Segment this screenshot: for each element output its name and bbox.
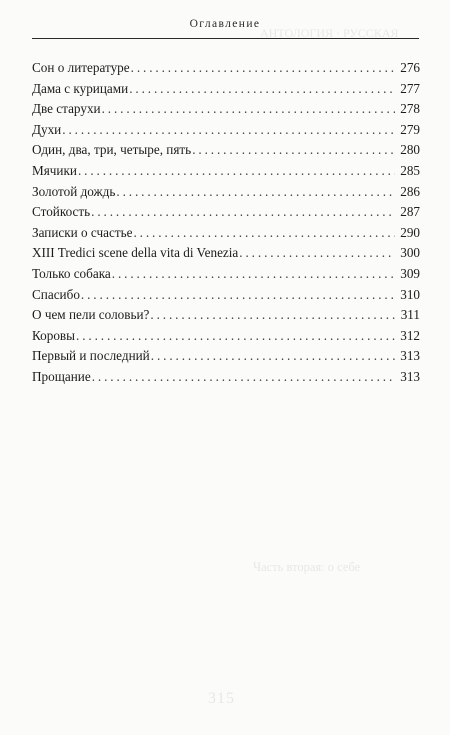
table-of-contents (32, 58, 420, 388)
toc-entry-title: Две старухи (32, 101, 101, 117)
toc-entry-page: 290 (400, 224, 420, 240)
toc-entry (32, 285, 420, 306)
toc-entry-title: Один, два, три, четыре, пять (32, 142, 192, 158)
dot-leader (91, 202, 395, 223)
toc-entry-page: 309 (400, 265, 420, 281)
running-header: Оглавление (189, 18, 261, 30)
dot-leader (239, 243, 395, 264)
toc-entry-page: 310 (400, 286, 420, 302)
dot-leader (151, 346, 395, 367)
toc-entry-page: 286 (400, 183, 420, 199)
toc-entry-title: Первый и последний (32, 348, 150, 364)
toc-entry-page: 277 (400, 80, 420, 96)
toc-entry (32, 99, 420, 120)
toc-entry-title: Записки о счастье (32, 224, 133, 240)
toc-entry (32, 223, 420, 244)
toc-entry (32, 79, 420, 100)
toc-entry-page: 287 (400, 204, 420, 220)
toc-entry-page: 276 (400, 60, 420, 75)
dot-leader (102, 99, 395, 120)
dot-leader (116, 182, 395, 203)
toc-entry-page: 312 (400, 327, 420, 343)
toc-entry-title: Стойкость (32, 204, 91, 220)
bleed-through-text-top: АНТОЛОГИЯ · РУССКАЯ (260, 26, 399, 40)
toc-entry-title: XIII Tredici scene della vita di Venezia (32, 245, 239, 261)
toc-entry-page: 285 (400, 162, 420, 178)
toc-entry-title: Духи (32, 121, 62, 137)
toc-entry-title: Мячики (32, 162, 77, 178)
toc-entry (32, 161, 420, 182)
bleed-through-section-heading: Часть вторая: о себе (253, 560, 361, 574)
toc-entry-title: Спасибо (32, 286, 80, 302)
toc-entry-title: О чем пели соловьи? (32, 307, 150, 323)
dot-leader (129, 79, 395, 100)
toc-entry-title: Золотой дождь (32, 183, 116, 199)
toc-entry (32, 264, 420, 285)
toc-entry-page: 279 (400, 121, 420, 137)
dot-leader (112, 264, 395, 285)
dot-leader (78, 161, 395, 182)
toc-entry-title: Сон о литературе (32, 60, 130, 75)
toc-entry-page: 300 (400, 245, 420, 261)
toc-entry (32, 305, 420, 326)
toc-entry-page: 313 (400, 348, 420, 364)
bleed-through-page-number: 315 (208, 690, 235, 707)
toc-entry-page: 280 (400, 142, 420, 158)
toc-entry-page: 311 (400, 307, 420, 323)
toc-entry (32, 140, 420, 161)
dot-leader (92, 367, 395, 388)
toc-entry (32, 58, 420, 79)
toc-entry (32, 182, 420, 203)
dot-leader (150, 305, 395, 326)
toc-entry-title: Дама с курицами (32, 80, 129, 96)
dot-leader (81, 285, 395, 306)
dot-leader (131, 58, 395, 79)
dot-leader (62, 120, 395, 141)
toc-entry-page: 278 (400, 101, 420, 117)
toc-entry (32, 202, 420, 223)
toc-entry (32, 326, 420, 347)
dot-leader (76, 326, 395, 347)
toc-entry-title: Прощание (32, 368, 91, 384)
toc-entry (32, 120, 420, 141)
toc-entry (32, 346, 420, 367)
dot-leader (192, 140, 395, 161)
toc-entry (32, 367, 420, 388)
toc-entry-title: Только собака (32, 265, 111, 281)
toc-entry (32, 243, 420, 264)
toc-entry-page: 313 (400, 368, 420, 384)
dot-leader (133, 223, 395, 244)
toc-entry-title: Коровы (32, 327, 76, 343)
